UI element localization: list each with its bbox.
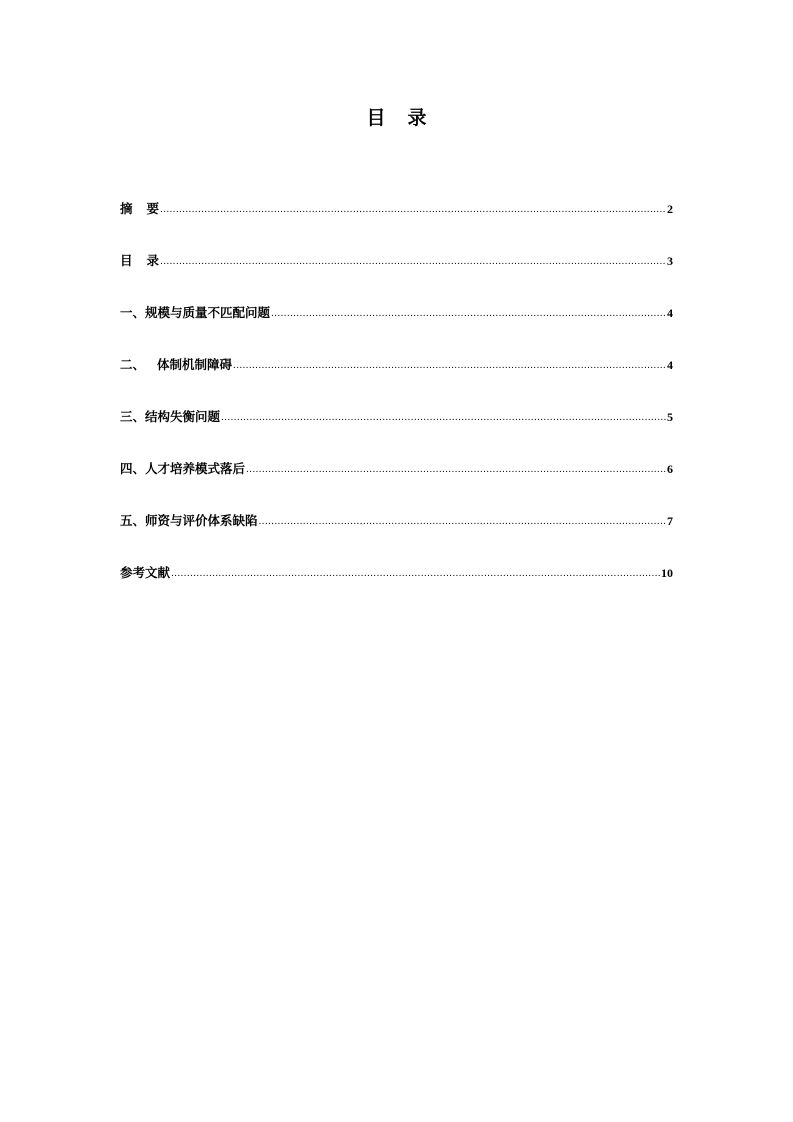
dot-leader [259, 517, 666, 527]
toc-entry-label: 参考文献 [120, 565, 171, 580]
dot-leader [221, 413, 666, 423]
dot-leader [160, 205, 666, 215]
toc-entry-label: 四、人才培养模式落后 [120, 461, 246, 476]
table-of-contents [120, 199, 673, 615]
toc-entry-section-3[interactable] [120, 407, 673, 459]
toc-entry-label: 三、结构失衡问题 [120, 409, 221, 424]
toc-page-number: 4 [667, 358, 673, 372]
toc-entry-abstract[interactable] [120, 199, 673, 251]
toc-entry-section-5[interactable] [120, 511, 673, 563]
toc-page-number: 6 [667, 462, 673, 476]
toc-page-number: 5 [667, 410, 673, 424]
toc-entry-section-4[interactable] [120, 459, 673, 511]
dot-leader [160, 257, 666, 267]
toc-page-number: 2 [667, 202, 673, 216]
toc-entry-section-2[interactable] [120, 355, 673, 407]
toc-entry-label: 目 录 [120, 253, 160, 268]
toc-entry-section-1[interactable] [120, 303, 673, 355]
toc-entry-contents[interactable] [120, 251, 673, 303]
dot-leader [246, 465, 666, 475]
toc-page-number: 7 [667, 514, 673, 528]
toc-entry-references[interactable] [120, 563, 673, 615]
dot-leader [171, 569, 660, 579]
toc-entry-label: 一、规模与质量不匹配问题 [120, 305, 271, 320]
toc-page-number: 4 [667, 306, 673, 320]
page-title-part1: 目 [366, 107, 386, 129]
toc-page-number: 10 [661, 566, 673, 580]
dot-leader [271, 309, 666, 319]
toc-entry-label: 二、 体制机制障碍 [120, 357, 233, 372]
dot-leader [233, 361, 666, 371]
toc-page-number: 3 [667, 254, 673, 268]
page-title [0, 103, 793, 130]
toc-entry-label: 摘 要 [120, 201, 160, 216]
toc-entry-label: 五、师资与评价体系缺陷 [120, 513, 258, 528]
page-title-part2: 录 [407, 107, 427, 129]
